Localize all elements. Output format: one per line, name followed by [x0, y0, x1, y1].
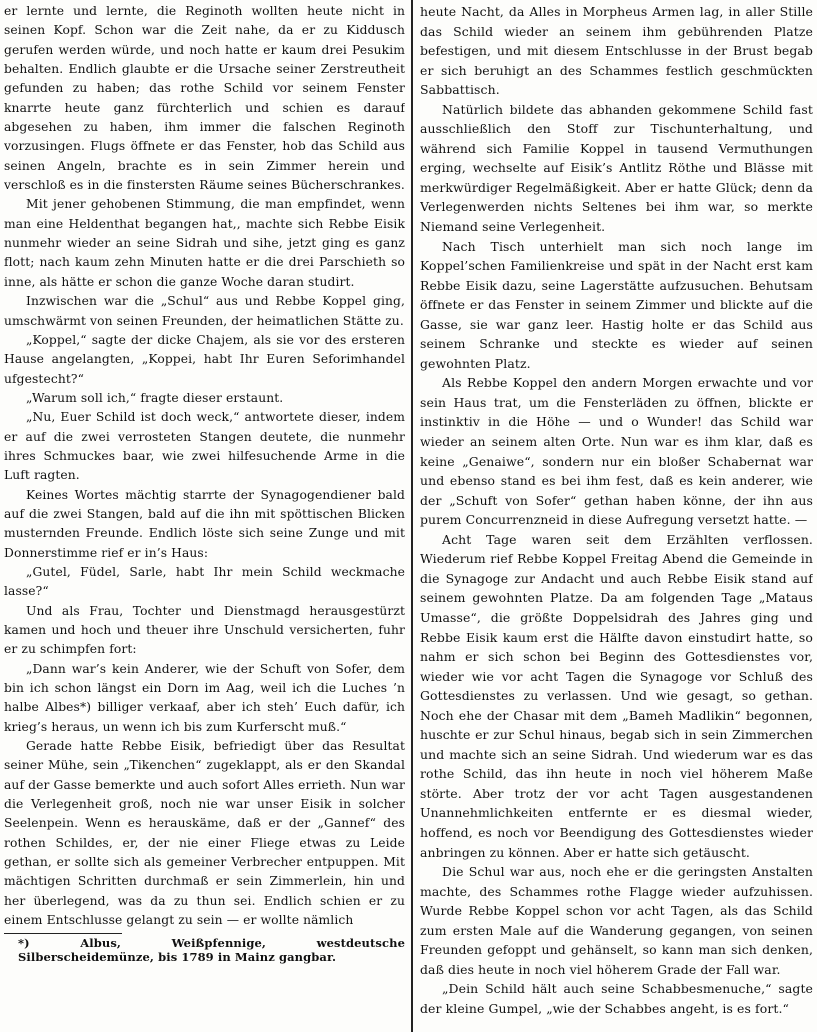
paragraph: „Warum soll ich,“ fragte dieser erstaunt. — [26, 390, 284, 405]
paragraph: heute Nacht, da Alles in Morpheus Armen lag, in aller Stille das Schild wieder an seinem ihm gebührenden Platze befestigen, und mit diesem Entschlusse in der Brust begab er sich beruhigt an des Schammes festlich geschmückten Sabbattisch. — [420, 4, 813, 98]
paragraph: Nach Tisch unterhielt man sich noch lange im Koppel’schen Familienkreise und spät in der Nacht erst kam Rebbe Eisik dazu, seine Lagerstätte aufzusuchen. Behutsam öffnete er das Fenster in seinem Zimmer und blickte auf die Gasse, sie war ganz leer. Hastig holte er das Schild aus seinem Schranke und steckte es wieder auf seinen gewohnten Platz. — [420, 238, 813, 371]
paragraph: Inzwischen war die „Schul“ aus und Rebbe Koppel ging, umschwärmt von seinen Freunden, der heimatlichen Stätte zu. — [4, 294, 405, 328]
paragraph: Keines Wortes mächtig starrte der Synagogendiener bald auf die zwei Stangen, bald auf die ihn mit spöttischen Blicken musternden Freunde. Endlich löste sich seine Zunge und mit Donnerstimme rief er in’s Haus: — [4, 487, 405, 560]
footnote: *) Albus, Weißpfennige, westdeutsche Silberscheidemünze, bis 1789 in Mainz gangbar. — [18, 935, 405, 964]
right-column — [420, 2, 813, 1028]
column-rule — [411, 0, 413, 1032]
paragraph: „Gutel, Füdel, Sarle, habt Ihr mein Schild weckmache lasse?“ — [4, 564, 405, 599]
paragraph: Gerade hatte Rebbe Eisik, befriedigt über das Resultat seiner Mühe, sein „Tikenchen“ zugeklappt, als er den Skandal auf der Gasse bemerkte und auch sofort Alles errieth. Nun war die Verlegenheit groß, noch nie war unser Eisik in solcher Seelenpein. Wenn es herauskäme, daß er der „Gannef“ des rothen Schildes, er, der nie einer Fliege etwas zu Leide gethan, er sollte sich als gemeiner Verbrecher entpuppen. Mit mächtigen Schritten durchmaß er sein Zimmerlein, hin und her überlegend, was da zu thun sei. Endlich schien er zu einem Entschlusse gelangt zu sein — er wollte nämlich — [4, 739, 405, 928]
paragraph: „Dann war’s kein Anderer, wie der Schuft von Sofer, dem bin ich schon längst ein Dorn im Aag, weil ich die Luches ’n halbe Albes*) billiger verkaaf, aber ich steh’ Euch dafür, ich krieg’s heraus, un wenn ich bis zum Kurferscht muß.“ — [4, 661, 405, 734]
paragraph: Natürlich bildete das abhanden gekommene Schild fast ausschließlich den Stoff zur Tischunterhaltung, und während sich Familie Koppel in tausend Vermuthungen erging, wechselte auf Eisik’s Antlitz Röthe und Blässe mit merkwürdiger Regelmäßigkeit. Aber er hatte Glück; denn da Verlegenwerden nichts Seltenes bei ihm war, so merkte Niemand seine Verlegenheit. — [420, 101, 813, 235]
footnote-divider — [4, 933, 122, 934]
paragraph: Und als Frau, Tochter und Dienstmagd herausgestürzt kamen und hoch und theuer ihre Unschuld versicherten, fuhr er zu schimpfen fort: — [4, 603, 405, 657]
paragraph: Acht Tage waren seit dem Erzählten verflossen. Wiederum rief Rebbe Koppel Freitag Abend die Gemeinde in die Synagoge zur Andacht und auch Rebbe Eisik stand auf seinem gewohnten Platze. Da am folgenden Tage „Mataus Umasse“, die größte Doppelsidrah des Jahres ging und Rebbe Eisik kaum erst die Hälfte davon einstudirt hatte, so nahm er sich schon bei Beginn des Gottesdienstes vor, wieder wie vor acht Tagen die Synagoge vor Schluß des Gottesdienstes zu verlassen. Und wie gesagt, so gethan. Noch ehe der Chasar mit dem „Bameh Madlikin“ begonnen, huschte er zur Schul hinaus, begab sich in sein Zimmerchen und machte sich an seine Sidrah. Und wiederum war es das rothe Schild, das ihn heute in noch viel höherem Maße störte. Aber trotz der vor acht Tagen ausgestandenen Unannehmlichkeiten entfernte er es diesmal wieder, hoffend, es noch vor Beendigung des Gottesdienstes wieder anbringen zu können. Aber er hatte sich getäuscht. — [420, 531, 813, 860]
left-column — [4, 2, 405, 1028]
paragraph: Mit jener gehobenen Stimmung, die man empfindet, wenn man eine Heldenthat begangen hat,, machte sich Rebbe Eisik nunmehr wieder an seine Sidrah und sihe, jetzt ging es ganz flott; nach kaum zehn Minuten hatte er die drei Parschieth so inne, als hätte er schon die ganze Woche daran studirt. — [4, 197, 405, 289]
paragraph: er lernte und lernte, die Reginoth wollten heute nicht in seinen Kopf. Schon war die Zeit nahe, da er zu Kiddusch gerufen werden würde, und noch hatte er kaum drei Pesukim behalten. Endlich glaubte er die Ursache seiner Zerstreutheit gefunden zu haben; das rothe Schild vor seinem Fenster knarrte heute ganz fürchterlich und schien es darauf abgesehen zu haben, ihm immer die falschen Reginoth vorzusingen. Flugs öffnete er das Fenster, hob das Schild aus seinen Angeln, brachte es in sein Zimmer herein und verschloß es in die finstersten Räume seines Bücherschrankes. — [4, 4, 405, 193]
paragraph: „Dein Schild hält auch seine Schabbesmenuche,“ sagte der kleine Gumpel, „wie der Schabbes angeht, is es fort.“ — [420, 981, 813, 1016]
paragraph: Als Rebbe Koppel den andern Morgen erwachte und vor sein Haus trat, um die Fensterläden zu öffnen, blickte er instinktiv in die Höhe — und o Wunder! das Schild war wieder an seinem alten Orte. Nun war es ihm klar, daß es keine „Genaiwe“, sondern nur ein bloßer Schabernat war und ebenso stand es bei ihm fest, daß es kein anderer, wie der „Schuft von Sofer“ gethan haben könne, der ihn aus purem Concurrenzneid in diese Aufregung versetzt hatte. — — [420, 375, 813, 528]
paragraph: „Nu, Euer Schild ist doch weck,“ antwortete dieser, indem er auf die zwei verrosteten Stangen deutete, die nunmehr ihres Schmuckes baar, wie zwei hilfesuchende Arme in die Luft ragten. — [4, 410, 405, 483]
paragraph: Die Schul war aus, noch ehe er die geringsten Anstalten machte, des Schammes rothe Flagge wieder aufzuhissen. Wurde Rebbe Koppel schon vor acht Tagen, als das Schild zum ersten Male auf die Wanderung gegangen, von seinen Freunden gefoppt und gehänselt, so kann man sich denken, daß dies heute in noch viel höherem Grade der Fall war. — [420, 864, 813, 977]
paragraph: „Koppel,“ sagte der dicke Chajem, als sie vor des ersteren Hause angelangten, „Koppei, habt Ihr Euren Seforimhandel ufgestecht?“ — [4, 332, 405, 386]
